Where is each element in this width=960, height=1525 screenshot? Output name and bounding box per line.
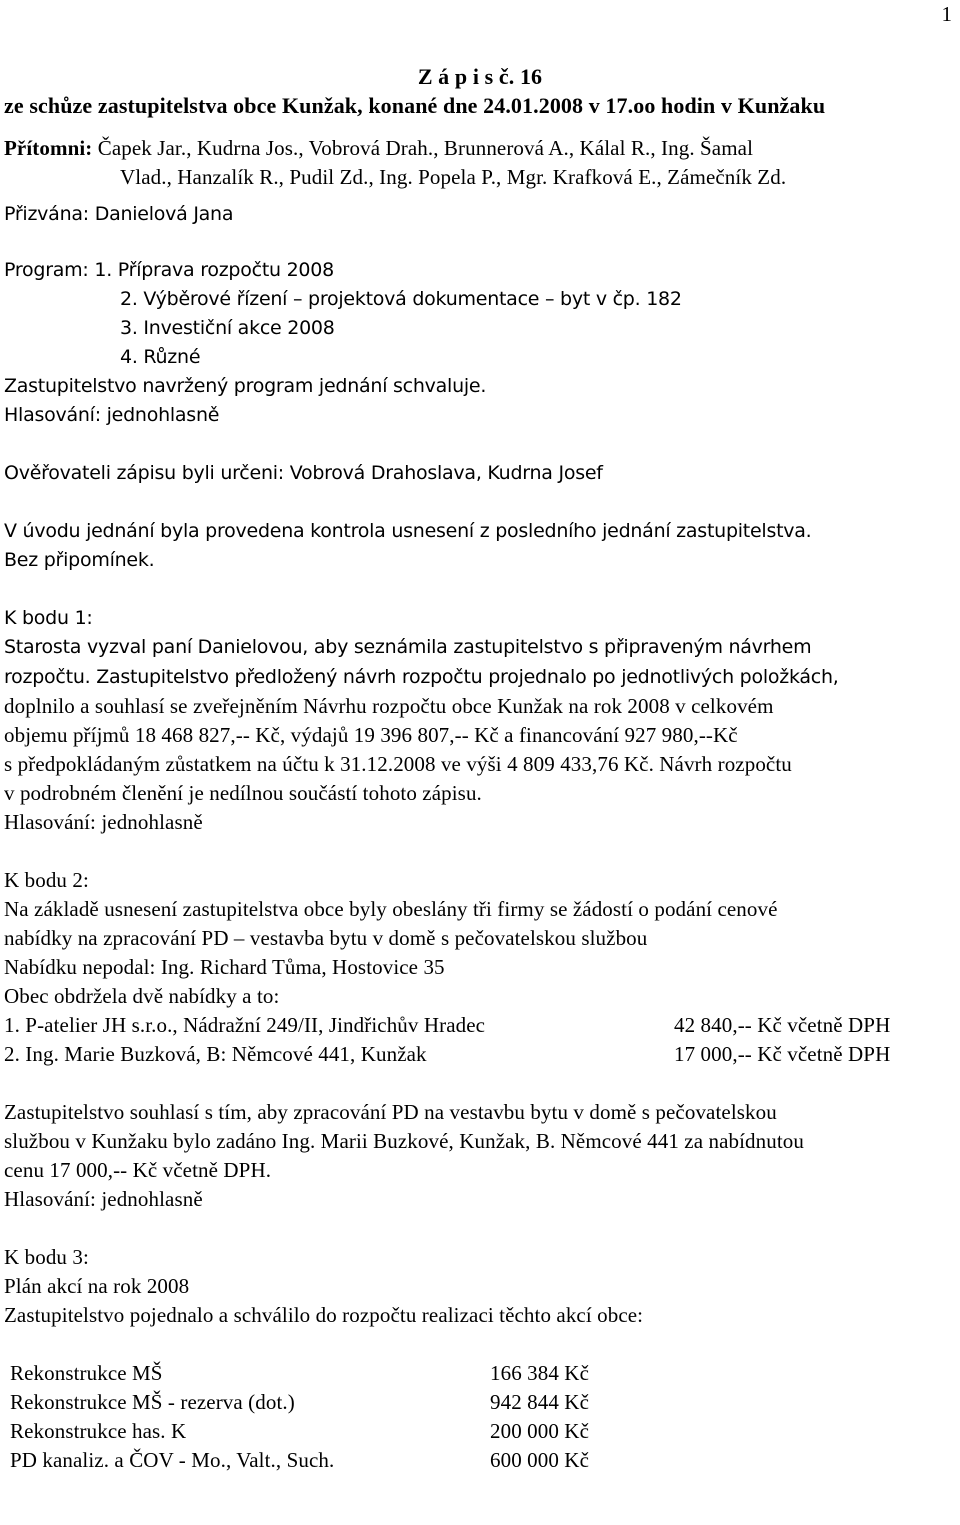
- offer-price: 17 000,-- Kč včetně DPH: [674, 1042, 891, 1066]
- document-title: Z á p i s č. 16: [417, 64, 543, 89]
- item1-vote: Hlasování: jednohlasně: [4, 810, 203, 834]
- program-line-1: [4, 256, 956, 285]
- present-label: Přítomni:: [4, 136, 93, 160]
- program-item-1: 1. Příprava rozpočtu 2008: [88, 259, 334, 281]
- item3-line-1: Plán akcí na rok 2008: [4, 1274, 190, 1298]
- item1-line-3: doplnilo a souhlasí se zveřejněním Návrhu rozpočtu obce Kunžak na rok 2008 v celkovém: [4, 694, 774, 718]
- item3-line-2: Zastupitelstvo pojednalo a schválilo do rozpočtu realizaci těchto akcí obce:: [4, 1303, 644, 1327]
- offer-row: [4, 1011, 956, 1040]
- page-number: 1: [941, 2, 952, 26]
- control-line-1: V úvodu jednání byla provedena kontrola usnesení z posledního jednání zastupitelstva.: [4, 520, 812, 542]
- action-name: Rekonstrukce MŠ: [10, 1361, 163, 1385]
- action-name: PD kanaliz. a ČOV - Mo., Valt., Such.: [10, 1448, 335, 1472]
- action-row: [4, 1446, 956, 1475]
- item2-vote: Hlasování: jednohlasně: [4, 1187, 203, 1211]
- invited-line: Přizvána: Danielová Jana: [4, 203, 234, 225]
- present-line-2: Vlad., Hanzalík R., Pudil Zd., Ing. Popela P., Mgr. Krafková E., Zámečník Zd.: [120, 165, 787, 189]
- action-row: [4, 1388, 956, 1417]
- action-amount: 600 000 Kč: [490, 1448, 589, 1472]
- item2-decision-1: Zastupitelstvo souhlasí s tím, aby zpracování PD na vestavbu bytu v domě s pečovatelskou: [4, 1100, 777, 1124]
- item1-line-2-text: rozpočtu. Zastupitelstvo předložený návrh rozpočtu projednalo po jednotlivých položkách,: [4, 666, 839, 688]
- action-row: [4, 1359, 956, 1388]
- present-names-1: Čapek Jar., Kudrna Jos., Vobrová Drah., Brunnerová A., Kálal R., Ing. Šamal: [92, 136, 754, 160]
- action-name: Rekonstrukce MŠ - rezerva (dot.): [10, 1390, 295, 1414]
- control-line-2: Bez připomínek.: [4, 549, 155, 571]
- item2-decision-3: cenu 17 000,-- Kč včetně DPH.: [4, 1158, 272, 1182]
- offer-name: 1. P-atelier JH s.r.o., Nádražní 249/II, Jindřichův Hradec: [4, 1013, 486, 1037]
- offer-row: [4, 1040, 956, 1069]
- item3-heading: K bodu 3:: [4, 1245, 89, 1269]
- item1-line-6: v podrobném členění je nedílnou součástí tohoto zápisu.: [4, 781, 482, 805]
- item1-line-1: Starosta vyzval paní Danielovou, aby seznámila zastupitelstvo s připraveným návrhem: [4, 636, 812, 658]
- item1-line-4: objemu příjmů 18 468 827,-- Kč, výdajů 19 396 807,-- Kč a financování 927 980,--Kč: [4, 723, 738, 747]
- item2-line-2: nabídky na zpracování PD – vestavba bytu v domě s pečovatelskou službou: [4, 926, 648, 950]
- offer-name: 2. Ing. Marie Buzková, B: Němcové 441, Kunžak: [4, 1042, 427, 1066]
- item1-line-5: s předpokládaným zůstatkem na účtu k 31.12.2008 ve výši 4 809 433,76 Kč. Návrh rozpočtu: [4, 752, 792, 776]
- action-amount: 942 844 Kč: [490, 1390, 589, 1414]
- verifiers-line: Ověřovateli zápisu byli určeni: Vobrová Drahoslava, Kudrna Josef: [4, 462, 603, 484]
- item1-body: [4, 662, 956, 1475]
- item1-line-2: [4, 662, 956, 692]
- item2-line-4: Obec obdržela dvě nabídky a to:: [4, 984, 280, 1008]
- item1-heading: K bodu 1:: [4, 607, 93, 629]
- item2-line-1: Na základě usnesení zastupitelstva obce byly obeslány tři firmy se žádostí o podání cenové: [4, 897, 778, 921]
- body-text: [4, 200, 956, 662]
- action-amount: 200 000 Kč: [490, 1419, 589, 1443]
- action-amount: 166 384 Kč: [490, 1361, 589, 1385]
- item2-line-3: Nabídku nepodal: Ing. Richard Tůma, Hostovice 35: [4, 955, 445, 979]
- present-line-1: [4, 134, 956, 163]
- program-item-4: 4. Různé: [120, 346, 201, 368]
- program-item-3: 3. Investiční akce 2008: [120, 317, 335, 339]
- document-body: [4, 62, 956, 1475]
- document-subtitle: ze schůze zastupitelstva obce Kunžak, konané dne 24.01.2008 v 17.oo hodin v Kunžaku: [4, 93, 826, 118]
- item2-heading: K bodu 2:: [4, 868, 89, 892]
- action-row: [4, 1417, 956, 1446]
- program-item-2: 2. Výběrové řízení – projektová dokumentace – byt v čp. 182: [120, 288, 682, 310]
- offer-price: 42 840,-- Kč včetně DPH: [674, 1013, 891, 1037]
- program-vote: Hlasování: jednohlasně: [4, 404, 220, 426]
- program-approval: Zastupitelstvo navržený program jednání schvaluje.: [4, 375, 487, 397]
- item2-decision-2: službou v Kunžaku bylo zadáno Ing. Marii Buzkové, Kunžak, B. Němcové 441 za nabídnutou: [4, 1129, 804, 1153]
- program-label: Program:: [4, 259, 89, 281]
- action-name: Rekonstrukce has. K: [10, 1419, 187, 1443]
